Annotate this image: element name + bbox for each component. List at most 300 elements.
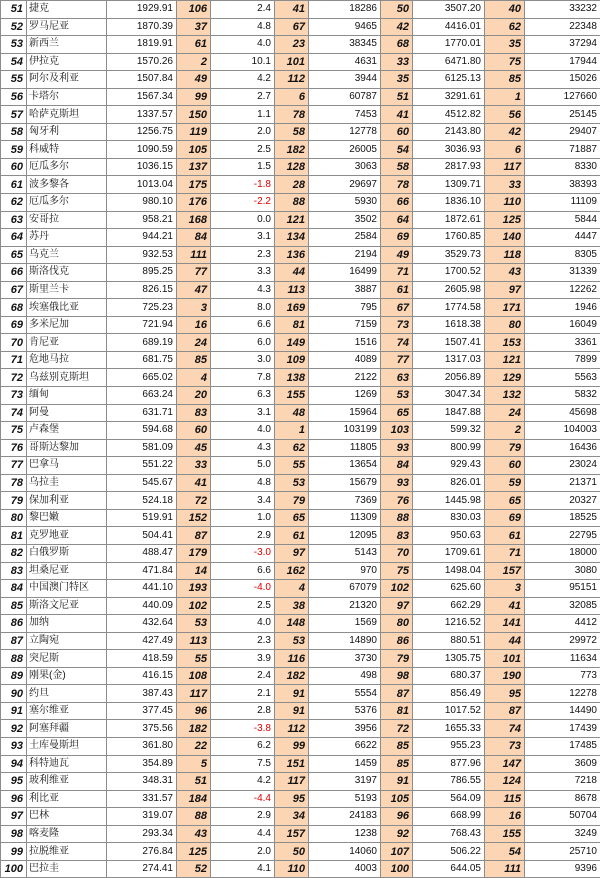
country-name-cell: 多米尼加 bbox=[27, 316, 107, 334]
rank-3-cell: 69 bbox=[381, 229, 413, 247]
table-row bbox=[1, 211, 600, 229]
rank-3-cell: 50 bbox=[381, 1, 413, 19]
country-name-cell: 坦桑尼亚 bbox=[27, 562, 107, 580]
rank-2-cell: 41 bbox=[275, 1, 309, 19]
rank-cell: 64 bbox=[1, 229, 27, 247]
growth-cell: 7.5 bbox=[211, 755, 275, 773]
value-5-cell: 29407 bbox=[525, 123, 600, 141]
table-row bbox=[1, 71, 600, 89]
rank-cell: 68 bbox=[1, 299, 27, 317]
rank-4-cell: 42 bbox=[485, 123, 525, 141]
value-5-cell: 22795 bbox=[525, 527, 600, 545]
country-name-cell: 危地马拉 bbox=[27, 351, 107, 369]
value-5-cell: 95151 bbox=[525, 580, 600, 598]
rank-2-cell: 34 bbox=[275, 808, 309, 826]
rank-1-cell: 182 bbox=[177, 720, 211, 738]
rank-1-cell: 96 bbox=[177, 702, 211, 720]
value-5-cell: 50704 bbox=[525, 808, 600, 826]
table-row bbox=[1, 580, 600, 598]
value-5-cell: 16436 bbox=[525, 439, 600, 457]
value-1-cell: 1090.59 bbox=[107, 141, 177, 159]
growth-cell: 4.2 bbox=[211, 773, 275, 791]
table-row bbox=[1, 457, 600, 475]
rank-4-cell: 80 bbox=[485, 316, 525, 334]
rank-1-cell: 43 bbox=[177, 825, 211, 843]
rank-cell: 56 bbox=[1, 88, 27, 106]
value-4-cell: 6125.13 bbox=[413, 71, 485, 89]
rank-1-cell: 175 bbox=[177, 176, 211, 194]
table-row bbox=[1, 141, 600, 159]
value-1-cell: 361.80 bbox=[107, 737, 177, 755]
rank-1-cell: 49 bbox=[177, 71, 211, 89]
value-1-cell: 274.41 bbox=[107, 860, 177, 878]
rank-2-cell: 128 bbox=[275, 158, 309, 176]
value-3-cell: 1569 bbox=[309, 615, 381, 633]
value-3-cell: 3197 bbox=[309, 773, 381, 791]
rank-3-cell: 60 bbox=[381, 123, 413, 141]
value-1-cell: 551.22 bbox=[107, 457, 177, 475]
rank-4-cell: 33 bbox=[485, 176, 525, 194]
value-5-cell: 12262 bbox=[525, 281, 600, 299]
value-5-cell: 25145 bbox=[525, 106, 600, 124]
growth-cell: 7.8 bbox=[211, 369, 275, 387]
rank-4-cell: 3 bbox=[485, 580, 525, 598]
value-3-cell: 15964 bbox=[309, 404, 381, 422]
value-5-cell: 5563 bbox=[525, 369, 600, 387]
rank-2-cell: 95 bbox=[275, 790, 309, 808]
value-4-cell: 3036.93 bbox=[413, 141, 485, 159]
rank-4-cell: 73 bbox=[485, 737, 525, 755]
value-1-cell: 276.84 bbox=[107, 843, 177, 861]
value-3-cell: 29697 bbox=[309, 176, 381, 194]
rank-3-cell: 97 bbox=[381, 597, 413, 615]
country-name-cell: 保加利亚 bbox=[27, 492, 107, 510]
rank-cell: 63 bbox=[1, 211, 27, 229]
value-4-cell: 955.23 bbox=[413, 737, 485, 755]
rank-3-cell: 74 bbox=[381, 334, 413, 352]
table-row bbox=[1, 720, 600, 738]
rank-2-cell: 182 bbox=[275, 141, 309, 159]
rank-1-cell: 2 bbox=[177, 53, 211, 71]
value-4-cell: 950.63 bbox=[413, 527, 485, 545]
rank-1-cell: 179 bbox=[177, 544, 211, 562]
value-5-cell: 17485 bbox=[525, 737, 600, 755]
rank-4-cell: 157 bbox=[485, 562, 525, 580]
country-name-cell: 立陶宛 bbox=[27, 632, 107, 650]
rank-cell: 99 bbox=[1, 843, 27, 861]
value-1-cell: 545.67 bbox=[107, 474, 177, 492]
rank-cell: 84 bbox=[1, 580, 27, 598]
value-1-cell: 1507.84 bbox=[107, 71, 177, 89]
rank-cell: 83 bbox=[1, 562, 27, 580]
rank-1-cell: 55 bbox=[177, 650, 211, 668]
rank-3-cell: 87 bbox=[381, 685, 413, 703]
rank-3-cell: 80 bbox=[381, 615, 413, 633]
rank-4-cell: 79 bbox=[485, 439, 525, 457]
growth-cell: 2.3 bbox=[211, 632, 275, 650]
value-1-cell: 958.21 bbox=[107, 211, 177, 229]
value-3-cell: 5376 bbox=[309, 702, 381, 720]
value-3-cell: 12778 bbox=[309, 123, 381, 141]
value-4-cell: 856.49 bbox=[413, 685, 485, 703]
table-row bbox=[1, 544, 600, 562]
value-4-cell: 1760.85 bbox=[413, 229, 485, 247]
value-4-cell: 3529.73 bbox=[413, 246, 485, 264]
value-5-cell: 17944 bbox=[525, 53, 600, 71]
value-5-cell: 11109 bbox=[525, 194, 600, 212]
value-5-cell: 1946 bbox=[525, 299, 600, 317]
table-row bbox=[1, 860, 600, 878]
rank-3-cell: 107 bbox=[381, 843, 413, 861]
rank-3-cell: 33 bbox=[381, 53, 413, 71]
value-5-cell: 32085 bbox=[525, 597, 600, 615]
rank-3-cell: 68 bbox=[381, 36, 413, 54]
rank-1-cell: 77 bbox=[177, 264, 211, 282]
rank-2-cell: 97 bbox=[275, 544, 309, 562]
rank-cell: 81 bbox=[1, 527, 27, 545]
value-5-cell: 7899 bbox=[525, 351, 600, 369]
rank-2-cell: 134 bbox=[275, 229, 309, 247]
country-name-cell: 肯尼亚 bbox=[27, 334, 107, 352]
rank-1-cell: 47 bbox=[177, 281, 211, 299]
growth-cell: -2.2 bbox=[211, 194, 275, 212]
value-5-cell: 18000 bbox=[525, 544, 600, 562]
rank-3-cell: 72 bbox=[381, 720, 413, 738]
rank-1-cell: 88 bbox=[177, 808, 211, 826]
rank-4-cell: 56 bbox=[485, 106, 525, 124]
value-4-cell: 599.32 bbox=[413, 422, 485, 440]
rank-3-cell: 84 bbox=[381, 457, 413, 475]
value-4-cell: 668.99 bbox=[413, 808, 485, 826]
value-1-cell: 348.31 bbox=[107, 773, 177, 791]
value-3-cell: 4003 bbox=[309, 860, 381, 878]
rank-cell: 85 bbox=[1, 597, 27, 615]
country-name-cell: 厄瓜多尔 bbox=[27, 158, 107, 176]
rank-cell: 76 bbox=[1, 439, 27, 457]
rank-1-cell: 168 bbox=[177, 211, 211, 229]
country-name-cell: 哈萨克斯坦 bbox=[27, 106, 107, 124]
rank-2-cell: 162 bbox=[275, 562, 309, 580]
table-row bbox=[1, 229, 600, 247]
value-4-cell: 506.22 bbox=[413, 843, 485, 861]
rank-cell: 98 bbox=[1, 825, 27, 843]
table-row bbox=[1, 158, 600, 176]
value-1-cell: 895.25 bbox=[107, 264, 177, 282]
rank-cell: 77 bbox=[1, 457, 27, 475]
rank-2-cell: 91 bbox=[275, 702, 309, 720]
growth-cell: 1.5 bbox=[211, 158, 275, 176]
value-4-cell: 644.05 bbox=[413, 860, 485, 878]
value-4-cell: 826.01 bbox=[413, 474, 485, 492]
value-4-cell: 1017.52 bbox=[413, 702, 485, 720]
rank-2-cell: 48 bbox=[275, 404, 309, 422]
rank-4-cell: 69 bbox=[485, 509, 525, 527]
rank-1-cell: 150 bbox=[177, 106, 211, 124]
rank-1-cell: 14 bbox=[177, 562, 211, 580]
value-4-cell: 3507.20 bbox=[413, 1, 485, 19]
rank-4-cell: 87 bbox=[485, 702, 525, 720]
rank-1-cell: 105 bbox=[177, 141, 211, 159]
value-5-cell: 25710 bbox=[525, 843, 600, 861]
rank-3-cell: 73 bbox=[381, 316, 413, 334]
table-row bbox=[1, 597, 600, 615]
value-1-cell: 932.53 bbox=[107, 246, 177, 264]
growth-cell: 6.6 bbox=[211, 316, 275, 334]
country-name-cell: 白俄罗斯 bbox=[27, 544, 107, 562]
table-row bbox=[1, 281, 600, 299]
value-4-cell: 1309.71 bbox=[413, 176, 485, 194]
rank-1-cell: 22 bbox=[177, 737, 211, 755]
table-row bbox=[1, 334, 600, 352]
rank-3-cell: 78 bbox=[381, 176, 413, 194]
rank-cell: 97 bbox=[1, 808, 27, 826]
rank-4-cell: 74 bbox=[485, 720, 525, 738]
rank-1-cell: 45 bbox=[177, 439, 211, 457]
rank-1-cell: 137 bbox=[177, 158, 211, 176]
table-row bbox=[1, 194, 600, 212]
rank-2-cell: 109 bbox=[275, 351, 309, 369]
country-name-cell: 土库曼斯坦 bbox=[27, 737, 107, 755]
rank-1-cell: 85 bbox=[177, 351, 211, 369]
table-row bbox=[1, 755, 600, 773]
table-row bbox=[1, 527, 600, 545]
value-5-cell: 29972 bbox=[525, 632, 600, 650]
table-row bbox=[1, 492, 600, 510]
rank-4-cell: 59 bbox=[485, 474, 525, 492]
value-3-cell: 970 bbox=[309, 562, 381, 580]
country-name-cell: 突尼斯 bbox=[27, 650, 107, 668]
growth-cell: 2.5 bbox=[211, 141, 275, 159]
rank-1-cell: 52 bbox=[177, 860, 211, 878]
rank-3-cell: 85 bbox=[381, 737, 413, 755]
rank-4-cell: 111 bbox=[485, 860, 525, 878]
rank-3-cell: 96 bbox=[381, 808, 413, 826]
growth-cell: 4.2 bbox=[211, 71, 275, 89]
value-3-cell: 38345 bbox=[309, 36, 381, 54]
value-4-cell: 2605.98 bbox=[413, 281, 485, 299]
country-name-cell: 安哥拉 bbox=[27, 211, 107, 229]
rank-3-cell: 100 bbox=[381, 860, 413, 878]
value-4-cell: 662.29 bbox=[413, 597, 485, 615]
value-5-cell: 11634 bbox=[525, 650, 600, 668]
growth-cell: 5.0 bbox=[211, 457, 275, 475]
rank-cell: 67 bbox=[1, 281, 27, 299]
rank-4-cell: 115 bbox=[485, 790, 525, 808]
country-name-cell: 玻利维亚 bbox=[27, 773, 107, 791]
growth-cell: 3.1 bbox=[211, 404, 275, 422]
rank-cell: 61 bbox=[1, 176, 27, 194]
rank-cell: 52 bbox=[1, 18, 27, 36]
rank-3-cell: 49 bbox=[381, 246, 413, 264]
rank-1-cell: 84 bbox=[177, 229, 211, 247]
value-4-cell: 1317.03 bbox=[413, 351, 485, 369]
rank-2-cell: 81 bbox=[275, 316, 309, 334]
table-row bbox=[1, 88, 600, 106]
rank-3-cell: 75 bbox=[381, 562, 413, 580]
rank-2-cell: 99 bbox=[275, 737, 309, 755]
table-row bbox=[1, 176, 600, 194]
rank-cell: 90 bbox=[1, 685, 27, 703]
growth-cell: 2.4 bbox=[211, 667, 275, 685]
rank-4-cell: 101 bbox=[485, 650, 525, 668]
rank-1-cell: 4 bbox=[177, 369, 211, 387]
value-4-cell: 2143.80 bbox=[413, 123, 485, 141]
value-3-cell: 1516 bbox=[309, 334, 381, 352]
country-name-cell: 波多黎各 bbox=[27, 176, 107, 194]
value-1-cell: 519.91 bbox=[107, 509, 177, 527]
rank-cell: 79 bbox=[1, 492, 27, 510]
value-1-cell: 581.09 bbox=[107, 439, 177, 457]
rank-1-cell: 117 bbox=[177, 685, 211, 703]
value-1-cell: 721.94 bbox=[107, 316, 177, 334]
value-4-cell: 1655.33 bbox=[413, 720, 485, 738]
growth-cell: -1.8 bbox=[211, 176, 275, 194]
rank-cell: 72 bbox=[1, 369, 27, 387]
value-1-cell: 319.07 bbox=[107, 808, 177, 826]
rank-cell: 51 bbox=[1, 1, 27, 19]
table-row bbox=[1, 53, 600, 71]
value-4-cell: 877.96 bbox=[413, 755, 485, 773]
value-5-cell: 773 bbox=[525, 667, 600, 685]
rank-3-cell: 93 bbox=[381, 439, 413, 457]
country-name-cell: 阿塞拜疆 bbox=[27, 720, 107, 738]
rank-cell: 69 bbox=[1, 316, 27, 334]
rank-3-cell: 66 bbox=[381, 194, 413, 212]
rank-cell: 87 bbox=[1, 632, 27, 650]
rank-cell: 58 bbox=[1, 123, 27, 141]
rank-cell: 94 bbox=[1, 755, 27, 773]
rank-2-cell: 65 bbox=[275, 509, 309, 527]
rank-1-cell: 61 bbox=[177, 36, 211, 54]
table-row bbox=[1, 474, 600, 492]
value-3-cell: 795 bbox=[309, 299, 381, 317]
rank-4-cell: 62 bbox=[485, 18, 525, 36]
value-5-cell: 3609 bbox=[525, 755, 600, 773]
country-name-cell: 黎巴嫩 bbox=[27, 509, 107, 527]
rank-1-cell: 33 bbox=[177, 457, 211, 475]
rank-3-cell: 76 bbox=[381, 492, 413, 510]
value-4-cell: 880.51 bbox=[413, 632, 485, 650]
rank-1-cell: 113 bbox=[177, 632, 211, 650]
table-row bbox=[1, 106, 600, 124]
value-3-cell: 3502 bbox=[309, 211, 381, 229]
rank-1-cell: 119 bbox=[177, 123, 211, 141]
value-1-cell: 1567.34 bbox=[107, 88, 177, 106]
country-name-cell: 捷克 bbox=[27, 1, 107, 19]
rank-4-cell: 60 bbox=[485, 457, 525, 475]
value-3-cell: 7369 bbox=[309, 492, 381, 510]
rank-3-cell: 71 bbox=[381, 264, 413, 282]
rank-4-cell: 6 bbox=[485, 141, 525, 159]
rank-4-cell: 1 bbox=[485, 88, 525, 106]
table-row bbox=[1, 808, 600, 826]
rank-cell: 92 bbox=[1, 720, 27, 738]
rank-4-cell: 147 bbox=[485, 755, 525, 773]
value-3-cell: 4089 bbox=[309, 351, 381, 369]
value-4-cell: 786.55 bbox=[413, 773, 485, 791]
growth-cell: 1.1 bbox=[211, 106, 275, 124]
value-3-cell: 2584 bbox=[309, 229, 381, 247]
table-row bbox=[1, 790, 600, 808]
rank-4-cell: 110 bbox=[485, 194, 525, 212]
growth-cell: 4.1 bbox=[211, 860, 275, 878]
rank-1-cell: 176 bbox=[177, 194, 211, 212]
value-1-cell: 1929.91 bbox=[107, 1, 177, 19]
rank-2-cell: 101 bbox=[275, 53, 309, 71]
rank-1-cell: 108 bbox=[177, 667, 211, 685]
growth-cell: 2.1 bbox=[211, 685, 275, 703]
value-4-cell: 1216.52 bbox=[413, 615, 485, 633]
value-1-cell: 1036.15 bbox=[107, 158, 177, 176]
country-name-cell: 喀麦隆 bbox=[27, 825, 107, 843]
growth-cell: 2.3 bbox=[211, 246, 275, 264]
value-4-cell: 1872.61 bbox=[413, 211, 485, 229]
value-3-cell: 7159 bbox=[309, 316, 381, 334]
value-1-cell: 826.15 bbox=[107, 281, 177, 299]
value-3-cell: 498 bbox=[309, 667, 381, 685]
growth-cell: 6.3 bbox=[211, 387, 275, 405]
value-3-cell: 1238 bbox=[309, 825, 381, 843]
country-name-cell: 克罗地亚 bbox=[27, 527, 107, 545]
value-5-cell: 45698 bbox=[525, 404, 600, 422]
value-4-cell: 6471.80 bbox=[413, 53, 485, 71]
value-5-cell: 7218 bbox=[525, 773, 600, 791]
rank-2-cell: 53 bbox=[275, 474, 309, 492]
value-1-cell: 681.75 bbox=[107, 351, 177, 369]
country-name-cell: 罗马尼亚 bbox=[27, 18, 107, 36]
growth-cell: 3.1 bbox=[211, 229, 275, 247]
value-4-cell: 680.37 bbox=[413, 667, 485, 685]
rank-cell: 80 bbox=[1, 509, 27, 527]
rank-1-cell: 87 bbox=[177, 527, 211, 545]
table-row bbox=[1, 439, 600, 457]
value-3-cell: 5554 bbox=[309, 685, 381, 703]
value-1-cell: 631.71 bbox=[107, 404, 177, 422]
value-3-cell: 12095 bbox=[309, 527, 381, 545]
value-4-cell: 2817.93 bbox=[413, 158, 485, 176]
rank-4-cell: 121 bbox=[485, 351, 525, 369]
rank-1-cell: 16 bbox=[177, 316, 211, 334]
growth-cell: 10.1 bbox=[211, 53, 275, 71]
rank-3-cell: 79 bbox=[381, 650, 413, 668]
value-4-cell: 3291.61 bbox=[413, 88, 485, 106]
value-1-cell: 375.56 bbox=[107, 720, 177, 738]
rank-1-cell: 3 bbox=[177, 299, 211, 317]
rank-4-cell: 132 bbox=[485, 387, 525, 405]
value-4-cell: 800.99 bbox=[413, 439, 485, 457]
rank-4-cell: 54 bbox=[485, 843, 525, 861]
value-5-cell: 9396 bbox=[525, 860, 600, 878]
rank-1-cell: 24 bbox=[177, 334, 211, 352]
rank-4-cell: 43 bbox=[485, 264, 525, 282]
growth-cell: 3.4 bbox=[211, 492, 275, 510]
value-4-cell: 625.60 bbox=[413, 580, 485, 598]
value-1-cell: 504.41 bbox=[107, 527, 177, 545]
rank-4-cell: 118 bbox=[485, 246, 525, 264]
value-3-cell: 6622 bbox=[309, 737, 381, 755]
rank-3-cell: 102 bbox=[381, 580, 413, 598]
value-3-cell: 5930 bbox=[309, 194, 381, 212]
table-row bbox=[1, 509, 600, 527]
rank-4-cell: 2 bbox=[485, 422, 525, 440]
rank-3-cell: 83 bbox=[381, 527, 413, 545]
rank-2-cell: 79 bbox=[275, 492, 309, 510]
value-3-cell: 3887 bbox=[309, 281, 381, 299]
rank-4-cell: 117 bbox=[485, 158, 525, 176]
value-3-cell: 11309 bbox=[309, 509, 381, 527]
country-name-cell: 厄瓜多尔 bbox=[27, 194, 107, 212]
value-1-cell: 944.21 bbox=[107, 229, 177, 247]
